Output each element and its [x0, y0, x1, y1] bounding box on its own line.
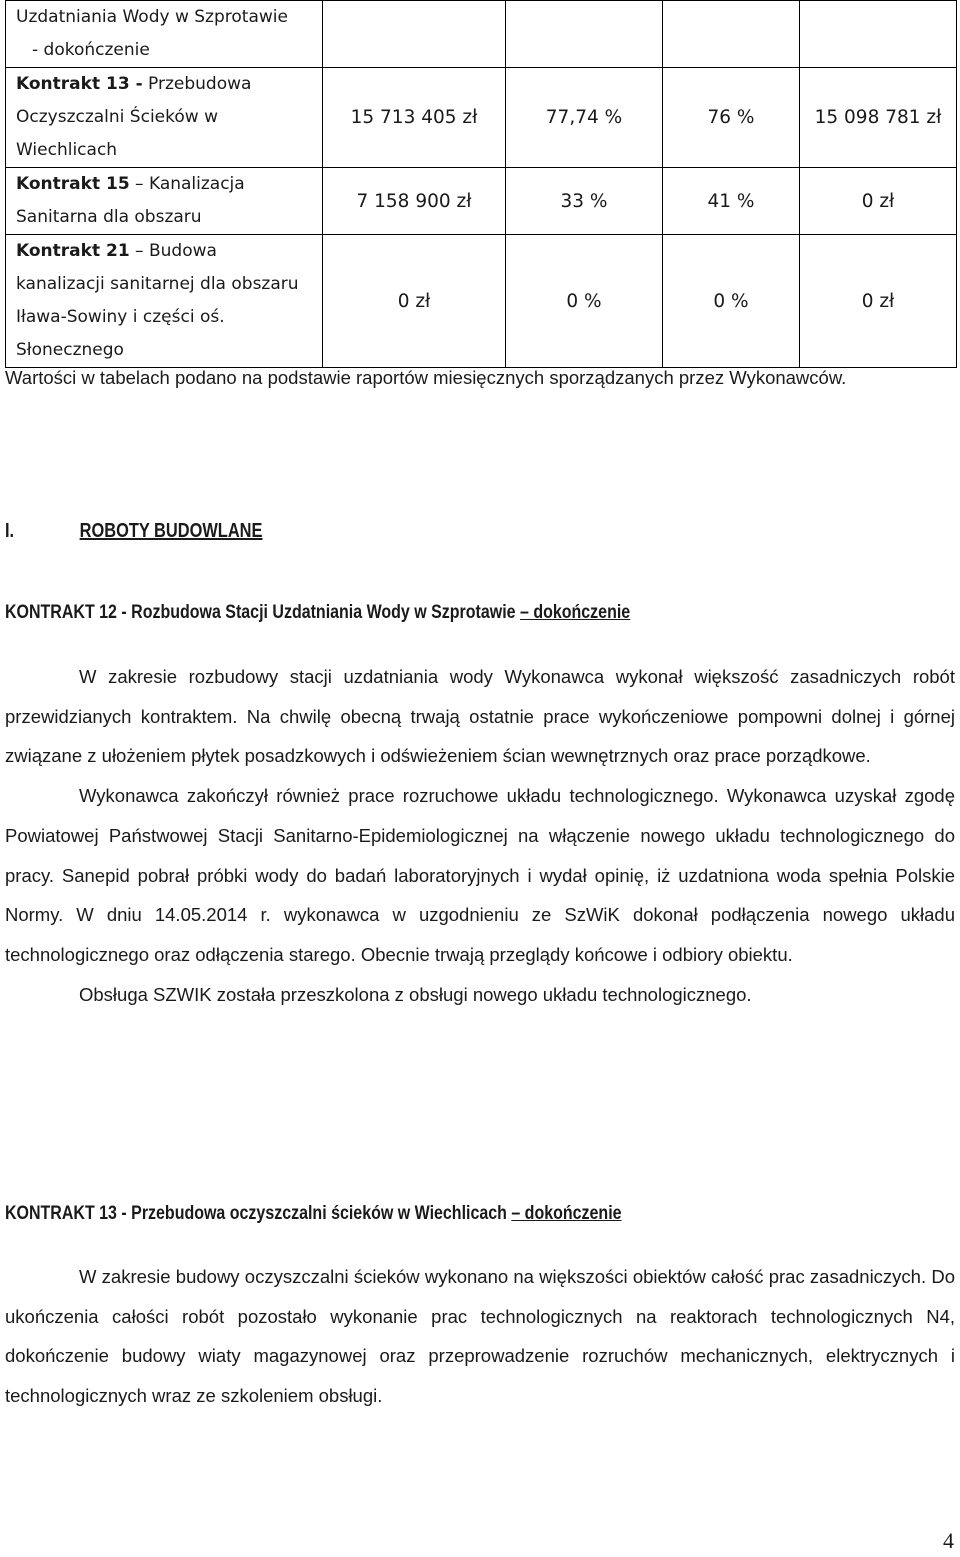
contract-13-title-underlined: – dokończenie: [511, 1202, 622, 1224]
table-cell-value: 41 %: [663, 168, 800, 235]
section-title: ROBOTY BUDOWLANE: [79, 520, 263, 542]
table-cell-value: 0 zł: [323, 235, 506, 368]
table-cell-value: 0 zł: [800, 168, 957, 235]
row-name-rest: – Budowa: [129, 241, 217, 261]
row-name-bold: Kontrakt 21: [16, 241, 130, 261]
section-heading: [5, 520, 262, 543]
table-cell-value: 0 zł: [800, 235, 957, 368]
table-cell-value: 0 %: [663, 235, 800, 368]
row-name-line: Uzdatniania Wody w Szprotawie: [16, 7, 288, 27]
table-row: [6, 1, 957, 68]
progress-table: [5, 0, 957, 368]
table-cell-value: [323, 1, 506, 68]
contract-12-paragraph-2: Wykonawca zakończył również prace rozruchowe układu technologicznego. Wykonawca uzyskał zgodę Powiatowej Państwowej Stacji Sanitarno-Epidemiologicznej na włączenie nowego układu technologicznego do pracy. Sanepid pobrał próbki wody do badań laboratoryjnych i wydał opinię, iż uzdatniona woda spełnia Polskie Normy. W dniu 14.05.2014 r. wykonawca w uzgodnieniu ze SzWiK dokonał podłączenia nowego układu technologicznego oraz odłączenia starego. Obecnie trwają przeglądy końcowe i odbiory obiektu.: [5, 785, 955, 965]
table-row: [6, 235, 957, 368]
table-row: [6, 68, 957, 168]
table-cell-value: [800, 1, 957, 68]
row-name-rest: – Kanalizacja: [129, 174, 245, 194]
page-number: 4: [943, 1528, 954, 1553]
row-name-line: kanalizacji sanitarnej dla obszaru: [16, 274, 299, 294]
contract-13-paragraph-1: W zakresie budowy oczyszczalni ścieków wykonano na większości obiektów całość prac zasadniczych. Do ukończenia całości robót pozostało wykonanie prac technologicznych na reaktorach technologicznych N4, dokończenie budowy wiaty magazynowej oraz przeprowadzenie rozruchów mechanicznych, elektrycznych i technologicznych wraz ze szkoleniem obsługi.: [5, 1266, 955, 1407]
table-cell-value: 33 %: [506, 168, 663, 235]
row-name-line: Wiechlicach: [16, 140, 118, 160]
table-cell-value: 77,74 %: [506, 68, 663, 168]
contract-12-body: [5, 657, 955, 1014]
table-row: [6, 168, 957, 235]
table-cell-value: 15 098 781 zł: [800, 68, 957, 168]
table-cell-name: [6, 235, 323, 368]
row-name-bold: Kontrakt 15: [16, 174, 130, 194]
contract-12-paragraph-1: W zakresie rozbudowy stacji uzdatniania wody Wykonawca wykonał większość zasadniczych robót przewidzianych kontraktem. Na chwilę obecną trwają ostatnie prace wykończeniowe pompowni dolnej i górnej związane z ułożeniem płytek posadzkowych i odświeżeniem ścian wewnętrznych oraz prace porządkowe.: [5, 666, 955, 767]
table-cell-value: 7 158 900 zł: [323, 168, 506, 235]
row-name-bold: Kontrakt 13 -: [16, 74, 143, 94]
contract-12-title-underlined: – dokończenie: [519, 601, 631, 623]
table-cell-value: [663, 1, 800, 68]
table-cell-value: 76 %: [663, 68, 800, 168]
contract-12-title-plain: KONTRAKT 12 - Rozbudowa Stacji Uzdatniania Wody w Szprotawie: [5, 601, 520, 623]
contract-13-title: [5, 1202, 622, 1225]
contract-12-paragraph-3: Obsługa SZWIK została przeszkolona z obsługi nowego układu technologicznego.: [79, 983, 752, 1005]
table-cell-name: [6, 68, 323, 168]
contract-13-body: [5, 1257, 955, 1416]
row-name-rest: Przebudowa: [142, 74, 252, 94]
table-note: Wartości w tabelach podano na podstawie raportów miesięcznych sporządzanych przez Wykonawców.: [5, 367, 847, 388]
table-cell-value: 15 713 405 zł: [323, 68, 506, 168]
table-cell-name: [6, 1, 323, 68]
row-name-line: - dokończenie: [32, 40, 150, 60]
row-name-line: Oczyszczalni Ścieków w: [16, 107, 218, 127]
row-name-line: Słonecznego: [16, 340, 124, 360]
table-cell-name: [6, 168, 323, 235]
contract-13-title-plain: KONTRAKT 13 - Przebudowa oczyszczalni ścieków w Wiechlicach: [5, 1202, 512, 1224]
section-number: I.: [5, 520, 15, 542]
row-name-line: Iława-Sowiny i części oś.: [16, 307, 225, 327]
contract-12-title: [5, 601, 630, 624]
table-cell-value: 0 %: [506, 235, 663, 368]
table-cell-value: [506, 1, 663, 68]
row-name-line: Sanitarna dla obszaru: [16, 207, 202, 227]
